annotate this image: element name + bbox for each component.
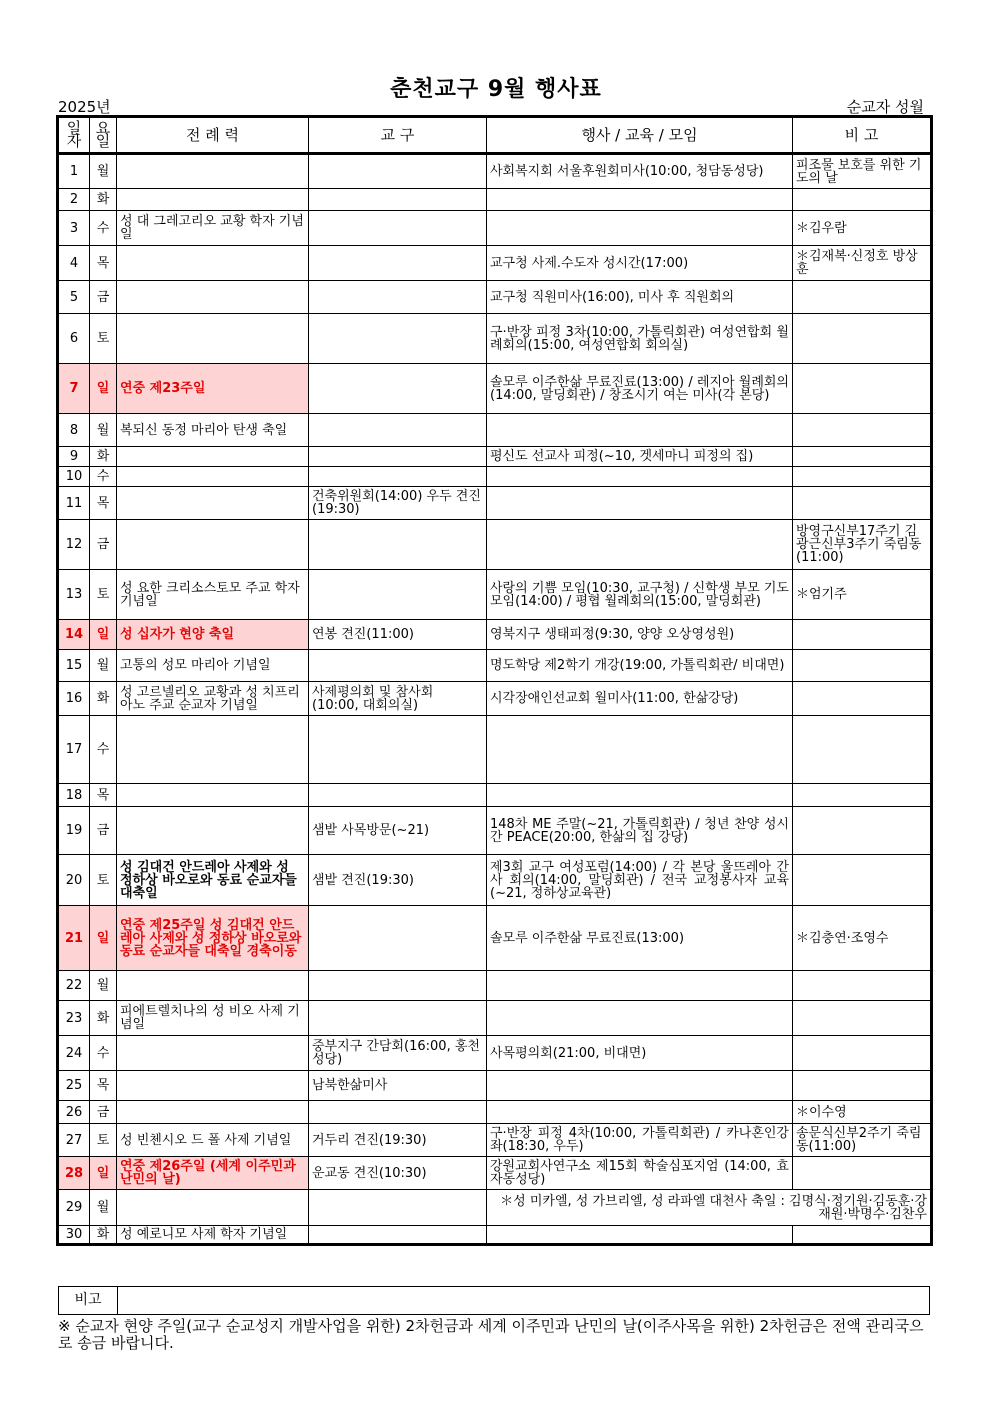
day-cell: 19 (59, 807, 90, 855)
liturgy-cell (117, 1071, 309, 1101)
dow-cell: 일 (90, 1157, 117, 1190)
diocese-cell: 중부지구 간담회(16:00, 홍천성당) (309, 1036, 487, 1071)
dow-cell: 금 (90, 1101, 117, 1124)
dow-cell: 월 (90, 414, 117, 447)
table-row (59, 971, 931, 1001)
events-cell: 교구청 사제.수도자 성시간(17:00) (487, 246, 793, 281)
notes-cell (793, 447, 931, 467)
day-cell: 2 (59, 189, 90, 211)
diocese-cell: 샘밭 견진(19:30) (309, 855, 487, 906)
events-cell: 명도학당 제2학기 개강(19:00, 가톨릭회관/ 비대면) (487, 650, 793, 682)
notes-cell: ＊이수영 (793, 1101, 931, 1124)
dow-cell: 화 (90, 447, 117, 467)
notes-cell (793, 807, 931, 855)
diocese-cell (309, 570, 487, 620)
day-cell: 23 (59, 1001, 90, 1036)
diocese-cell (309, 1190, 487, 1226)
table-row (59, 682, 931, 716)
diocese-cell (309, 154, 487, 189)
table-row (59, 314, 931, 364)
liturgy-cell (117, 281, 309, 314)
day-cell: 26 (59, 1101, 90, 1124)
events-cell (487, 784, 793, 807)
archangels-feast-note: ＊성 미카엘, 성 가브리엘, 성 라파엘 대천사 축일 : 김명식·정기원·김동훈·강재원·박명수·김찬우 (487, 1190, 931, 1226)
header-notes: 비 고 (793, 118, 931, 154)
table-row (59, 784, 931, 807)
dow-cell: 수 (90, 1036, 117, 1071)
diocese-cell: 건축위원회(14:00) 우두 견진(19:30) (309, 487, 487, 520)
liturgy-cell (117, 520, 309, 570)
events-cell: 사랑의 기쁨 모임(10:30, 교구청) / 신학생 부모 기도모임(14:00) / 평협 월례회의(15:00, 말딩회관) (487, 570, 793, 620)
schedule-table (58, 117, 931, 1244)
day-cell: 13 (59, 570, 90, 620)
notes-cell (793, 1157, 931, 1190)
notes-cell: 피조물 보호를 위한 기도의 날 (793, 154, 931, 189)
dow-cell: 월 (90, 650, 117, 682)
liturgy-cell (117, 971, 309, 1001)
liturgy-cell (117, 246, 309, 281)
header-day: 일 자 (59, 118, 90, 154)
liturgy-cell: 피에트렐치나의 성 비오 사제 기념일 (117, 1001, 309, 1036)
dow-cell: 수 (90, 211, 117, 246)
events-cell (487, 1226, 793, 1244)
diocese-cell (309, 1001, 487, 1036)
dow-cell: 수 (90, 467, 117, 487)
diocese-cell (309, 906, 487, 971)
table-row (59, 807, 931, 855)
table-row (59, 246, 931, 281)
liturgy-cell (117, 314, 309, 364)
table-row (59, 1071, 931, 1101)
page-title: 춘천교구 9월 행사표 (390, 77, 602, 102)
note-box (58, 1286, 930, 1315)
table-row (59, 1226, 931, 1244)
liturgy-cell (117, 1190, 309, 1226)
dow-cell: 화 (90, 682, 117, 716)
events-cell (487, 520, 793, 570)
table-row (59, 570, 931, 620)
liturgy-cell (117, 784, 309, 807)
events-cell (487, 189, 793, 211)
diocese-cell: 남북한삶미사 (309, 1071, 487, 1101)
events-cell (487, 467, 793, 487)
notes-cell: 방영구신부17주기 김광근신부3주기 죽림동(11:00) (793, 520, 931, 570)
diocese-cell: 운교동 견진(10:30) (309, 1157, 487, 1190)
day-cell: 28 (59, 1157, 90, 1190)
diocese-cell (309, 716, 487, 784)
diocese-cell (309, 1226, 487, 1244)
events-cell: 사목평의회(21:00, 비대면) (487, 1036, 793, 1071)
liturgy-cell (117, 1101, 309, 1124)
diocese-cell (309, 246, 487, 281)
header-liturgy: 전 례 력 (117, 118, 309, 154)
day-cell: 7 (59, 364, 90, 414)
day-cell: 12 (59, 520, 90, 570)
dow-cell: 화 (90, 1226, 117, 1244)
notes-cell (793, 1226, 931, 1244)
events-cell (487, 1071, 793, 1101)
events-cell (487, 1101, 793, 1124)
day-cell: 6 (59, 314, 90, 364)
events-cell: 제3회 교구 여성포럼(14:00) / 각 본당 울뜨레아 간사 회의(14:00, 말딩회관) / 전국 교정봉사자 교육(~21, 정하상교육관) (487, 855, 793, 906)
table-row (59, 364, 931, 414)
notes-cell (793, 414, 931, 447)
dow-cell: 목 (90, 784, 117, 807)
notes-cell (793, 1071, 931, 1101)
dow-cell: 목 (90, 1071, 117, 1101)
liturgy-cell: 성 고르넬리오 교황과 성 치프리아노 주교 순교자 기념일 (117, 682, 309, 716)
notes-cell: ＊김재복·신정호 방상훈 (793, 246, 931, 281)
day-cell: 15 (59, 650, 90, 682)
events-cell: 평신도 선교사 피정(~10, 겟세마니 피정의 집) (487, 447, 793, 467)
diocese-cell (309, 784, 487, 807)
year-label: 2025년 (58, 98, 111, 116)
day-cell: 3 (59, 211, 90, 246)
liturgy-cell: 성 김대건 안드레아 사제와 성 정하상 바오로와 동료 순교자들 대축일 (117, 855, 309, 906)
liturgy-cell (117, 467, 309, 487)
table-row (59, 154, 931, 189)
day-cell: 18 (59, 784, 90, 807)
dow-cell: 화 (90, 189, 117, 211)
notes-cell: 송문식신부2주기 죽림동(11:00) (793, 1124, 931, 1157)
events-cell (487, 414, 793, 447)
table-row (59, 1124, 931, 1157)
diocese-cell: 샘밭 사목방문(~21) (309, 807, 487, 855)
events-cell: 구·반장 피정 4차(10:00, 가톨릭회관) / 카나혼인강좌(18:30, 우두) (487, 1124, 793, 1157)
events-cell (487, 487, 793, 520)
day-cell: 21 (59, 906, 90, 971)
day-cell: 4 (59, 246, 90, 281)
diocese-cell (309, 189, 487, 211)
table-row (59, 620, 931, 650)
dow-cell: 월 (90, 971, 117, 1001)
day-cell: 20 (59, 855, 90, 906)
table-row (59, 281, 931, 314)
table-row (59, 1101, 931, 1124)
liturgy-cell (117, 807, 309, 855)
table-row (59, 467, 931, 487)
notes-cell (793, 716, 931, 784)
events-cell (487, 716, 793, 784)
table-row (59, 1190, 931, 1226)
diocese-cell (309, 414, 487, 447)
day-cell: 5 (59, 281, 90, 314)
dow-cell: 수 (90, 716, 117, 784)
notes-cell (793, 487, 931, 520)
dow-cell: 화 (90, 1001, 117, 1036)
liturgy-cell (117, 1036, 309, 1071)
dow-cell: 금 (90, 520, 117, 570)
diocese-cell (309, 1101, 487, 1124)
dow-cell: 일 (90, 906, 117, 971)
dow-cell: 토 (90, 1124, 117, 1157)
notes-cell (793, 620, 931, 650)
diocese-cell (309, 650, 487, 682)
note-label: 비고 (59, 1287, 118, 1314)
table-row (59, 447, 931, 467)
diocese-cell (309, 314, 487, 364)
dow-cell: 금 (90, 281, 117, 314)
table-row (59, 487, 931, 520)
day-cell: 24 (59, 1036, 90, 1071)
liturgy-cell: 성 요한 크리소스토모 주교 학자 기념일 (117, 570, 309, 620)
events-cell: 영북지구 생태피정(9:30, 양양 오상영성원) (487, 620, 793, 650)
events-cell: 시각장애인선교회 월미사(11:00, 한삶강당) (487, 682, 793, 716)
table-row (59, 855, 931, 906)
notes-cell (793, 281, 931, 314)
header-dow: 요 일 (90, 118, 117, 154)
dow-cell: 목 (90, 487, 117, 520)
header-events: 행사 / 교육 / 모임 (487, 118, 793, 154)
day-cell: 9 (59, 447, 90, 467)
liturgy-cell: 성 빈첸시오 드 폴 사제 기념일 (117, 1124, 309, 1157)
diocese-cell (309, 211, 487, 246)
notes-cell (793, 1036, 931, 1071)
diocese-cell (309, 971, 487, 1001)
table-row (59, 414, 931, 447)
table-row (59, 906, 931, 971)
diocese-cell: 거두리 견진(19:30) (309, 1124, 487, 1157)
dow-cell: 일 (90, 620, 117, 650)
table-row (59, 716, 931, 784)
notes-cell (793, 189, 931, 211)
liturgy-cell: 연중 제23주일 (117, 364, 309, 414)
notes-cell: ＊김우람 (793, 211, 931, 246)
liturgy-cell (117, 189, 309, 211)
diocese-cell (309, 281, 487, 314)
day-cell: 30 (59, 1226, 90, 1244)
liturgy-cell (117, 716, 309, 784)
day-cell: 25 (59, 1071, 90, 1101)
events-cell: 교구청 직원미사(16:00), 미사 후 직원회의 (487, 281, 793, 314)
day-cell: 14 (59, 620, 90, 650)
liturgy-cell: 연중 제25주일 성 김대건 안드레아 사제와 성 정하상 바오로와 동료 순교자들 대축일 경축이동 (117, 906, 309, 971)
liturgy-cell: 고통의 성모 마리아 기념일 (117, 650, 309, 682)
day-cell: 16 (59, 682, 90, 716)
day-cell: 22 (59, 971, 90, 1001)
month-name-label: 순교자 성월 (846, 98, 924, 116)
dow-cell: 금 (90, 807, 117, 855)
table-row (59, 1036, 931, 1071)
dow-cell: 일 (90, 364, 117, 414)
notes-cell (793, 971, 931, 1001)
liturgy-cell: 성 대 그레고리오 교황 학자 기념일 (117, 211, 309, 246)
notes-cell (793, 467, 931, 487)
diocese-cell: 사제평의회 및 참사회 (10:00, 대회의실) (309, 682, 487, 716)
day-cell: 1 (59, 154, 90, 189)
footnote: ※ 순교자 현양 주일(교구 순교성지 개발사업을 위한) 2차헌금과 세계 이주민과 난민의 날(이주사목을 위한) 2차헌금은 전액 관리국으로 송금 바랍니다. (58, 1317, 924, 1352)
notes-cell: ＊김충연·조영수 (793, 906, 931, 971)
dow-cell: 토 (90, 314, 117, 364)
liturgy-cell (117, 487, 309, 520)
notes-cell: ＊엄기주 (793, 570, 931, 620)
table-row (59, 650, 931, 682)
liturgy-cell: 성 예로니모 사제 학자 기념일 (117, 1226, 309, 1244)
table-header-row (59, 118, 931, 154)
day-cell: 10 (59, 467, 90, 487)
events-cell (487, 1001, 793, 1036)
day-cell: 11 (59, 487, 90, 520)
liturgy-cell (117, 447, 309, 467)
events-cell: 구·반장 피정 3차(10:00, 가톨릭회관) 여성연합회 월례회의(15:00, 여성연합회 회의실) (487, 314, 793, 364)
liturgy-cell: 복되신 동정 마리아 탄생 축일 (117, 414, 309, 447)
events-cell: 솔모루 이주한삶 무료진료(13:00) (487, 906, 793, 971)
notes-cell (793, 855, 931, 906)
table-row (59, 211, 931, 246)
notes-cell (793, 650, 931, 682)
liturgy-cell (117, 154, 309, 189)
diocese-cell (309, 467, 487, 487)
notes-cell (793, 1001, 931, 1036)
table-row (59, 1157, 931, 1190)
day-cell: 8 (59, 414, 90, 447)
table-row (59, 520, 931, 570)
day-cell: 29 (59, 1190, 90, 1226)
dow-cell: 토 (90, 855, 117, 906)
events-cell (487, 971, 793, 1001)
header-diocese: 교 구 (309, 118, 487, 154)
dow-cell: 토 (90, 570, 117, 620)
dow-cell: 월 (90, 154, 117, 189)
liturgy-cell: 성 십자가 현양 축일 (117, 620, 309, 650)
day-cell: 17 (59, 716, 90, 784)
events-cell: 솔모루 이주한삶 무료진료(13:00) / 레지아 월례회의(14:00, 말딩회관) / 창조시기 여는 미사(각 본당) (487, 364, 793, 414)
diocese-cell: 연봉 견진(11:00) (309, 620, 487, 650)
notes-cell (793, 314, 931, 364)
diocese-cell (309, 520, 487, 570)
events-cell: 사회복지회 서울후원회미사(10:00, 청담동성당) (487, 154, 793, 189)
dow-cell: 월 (90, 1190, 117, 1226)
notes-cell (793, 364, 931, 414)
table-row (59, 189, 931, 211)
diocese-cell (309, 447, 487, 467)
table-row (59, 1001, 931, 1036)
note-value (118, 1287, 929, 1314)
liturgy-cell: 연중 제26주일 (세계 이주민과 난민의 날) (117, 1157, 309, 1190)
notes-cell (793, 682, 931, 716)
events-cell (487, 211, 793, 246)
events-cell: 강원교회사연구소 제15회 학술심포지엄 (14:00, 효자동성당) (487, 1157, 793, 1190)
events-cell: 148차 ME 주말(~21, 가톨릭회관) / 청년 찬양 성시간 PEACE(20:00, 한삶의 집 강당) (487, 807, 793, 855)
day-cell: 27 (59, 1124, 90, 1157)
dow-cell: 목 (90, 246, 117, 281)
diocese-cell (309, 364, 487, 414)
notes-cell (793, 784, 931, 807)
